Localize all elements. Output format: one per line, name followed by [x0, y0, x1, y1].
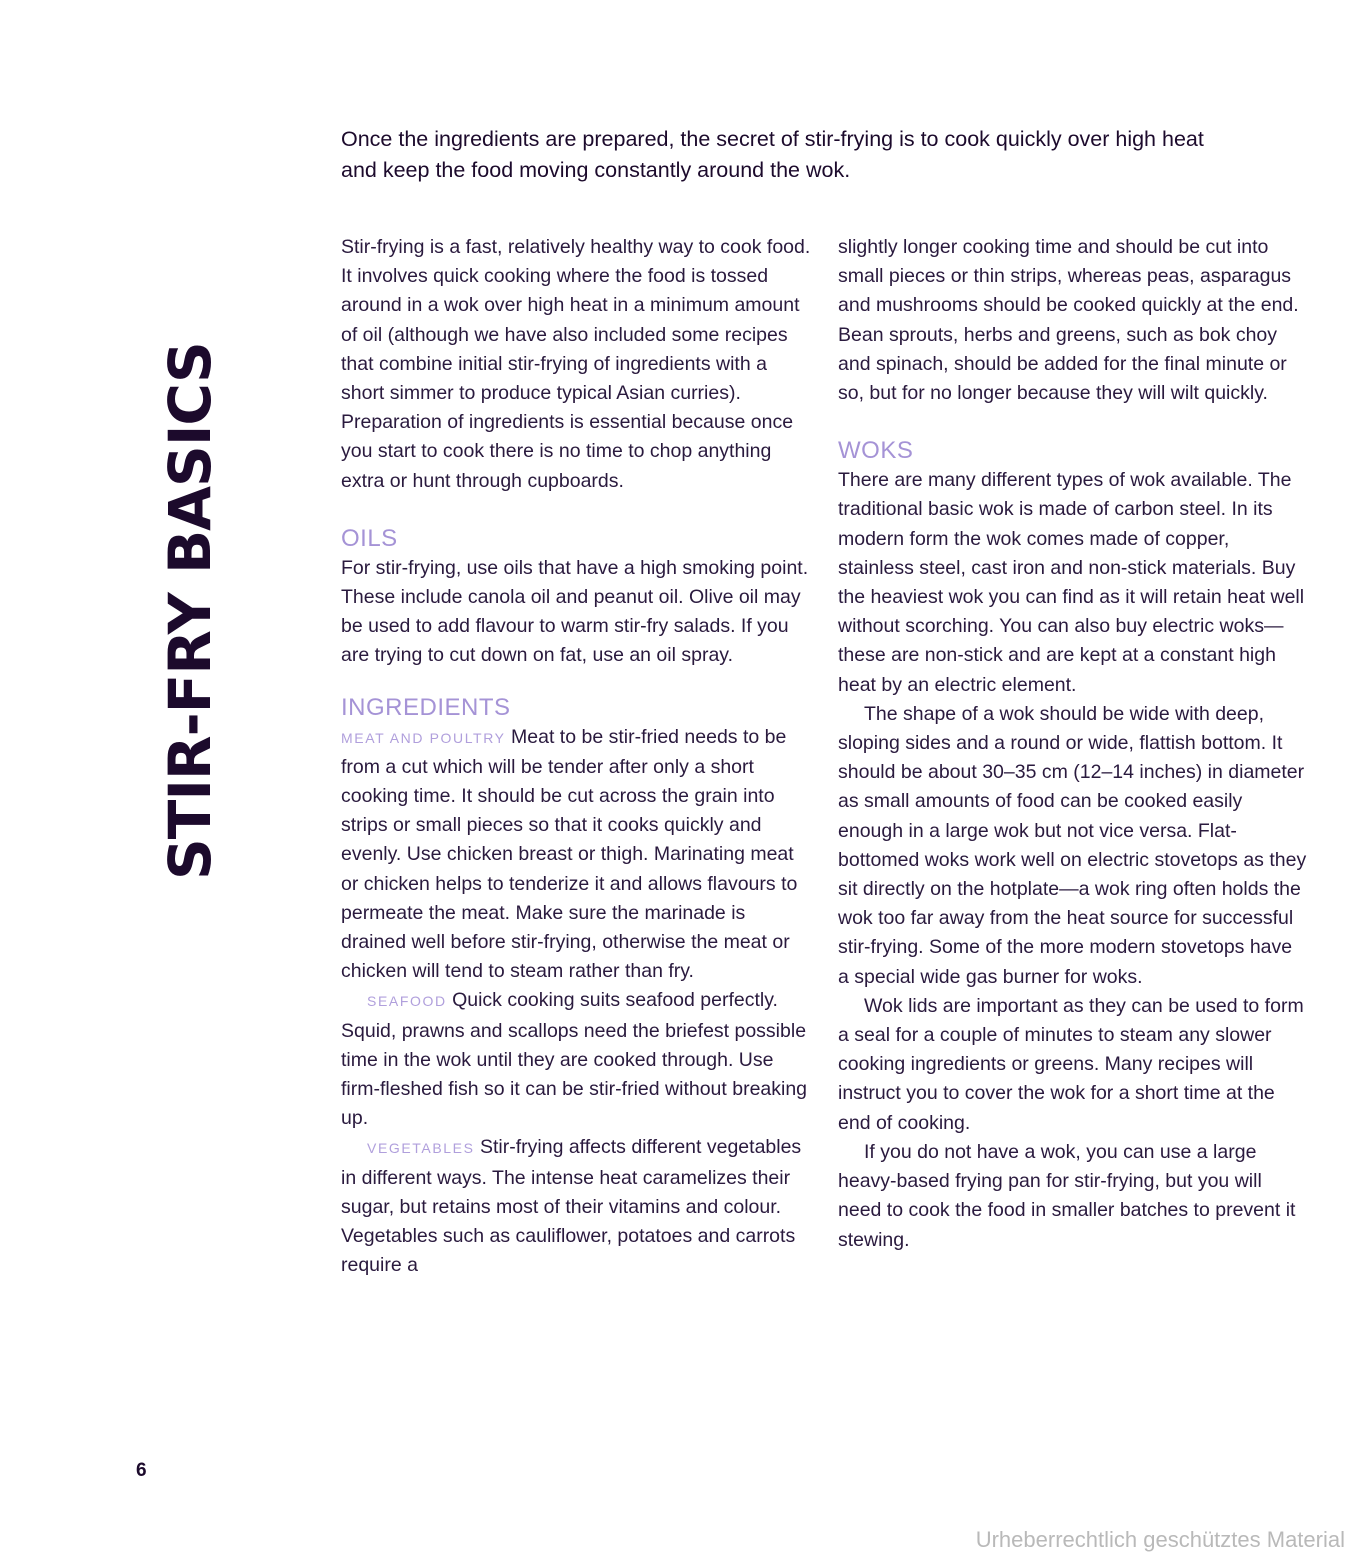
woks-heading: WOKS [838, 437, 914, 465]
woks-paragraph-2: The shape of a wok should be wide with deep, sloping sides and a round or wide, flattish bottom. It should be about 30–35 cm (12–14 inches) in diameter as small amounts of food can be cooked easily enough in a large wok but not vice versa. Flat-bottomed woks work well on electric stovetops as they sit directly on the hotplate—a wok ring often holds the wok too far away from the heat source for successful stir-frying. Some of the more modern stovetops have a special wide gas burner for woks. [838, 702, 1307, 988]
side-title: STIR-FRY BASICS [156, 342, 224, 880]
oils-paragraph: For stir-frying, use oils that have a high smoking point. These include canola oil and peanut oil. Olive oil may be used to add flavour to warm stir-fry salads. If you are trying to cut down on fat, use an oil spray. [341, 556, 809, 667]
meat-paragraph [341, 723, 811, 987]
seafood-label: SEAFOOD [367, 993, 447, 1010]
copyright-watermark: Urheberrechtlich geschütztes Material [975, 1527, 1345, 1552]
right-column [838, 233, 1308, 1255]
woks-paragraph-4: If you do not have a wok, you can use a large heavy-based frying pan for stir-frying, but you will need to cook the food in smaller batches to prevent it stewing. [838, 1140, 1296, 1251]
vegetables-continued-paragraph: slightly longer cooking time and should be cut into small pieces or thin strips, whereas peas, asparagus and mushrooms should be cooked quickly at the end. Bean sprouts, herbs and greens, such as bok choy and spinach, should be added for the final minute or so, but for no longer because they will wilt quickly. [838, 236, 1299, 405]
vegetables-text: Stir-frying affects different vegetables in different ways. The intense heat caramelizes their sugar, but retains most of their vitamins and colour. Vegetables such as cauliflower, potatoes and carrots require a [341, 1136, 802, 1277]
vegetables-paragraph [341, 1133, 811, 1280]
woks-paragraph-3: Wok lids are important as they can be used to form a seal for a couple of minutes to steam any slower cooking ingredients or greens. Many recipes will instruct you to cover the wok for a short time at the end of cooking. [838, 994, 1304, 1134]
ingredients-heading: INGREDIENTS [341, 693, 511, 721]
oils-heading: OILS [341, 524, 398, 552]
seafood-paragraph [341, 986, 811, 1133]
woks-paragraph-1: There are many different types of wok available. The traditional basic wok is made of carbon steel. In its modern form the wok comes made of copper, stainless steel, cast iron and non-stick materials. Buy the heaviest wok you can find as it will retain heat well without scorching. You can also buy electric woks—these are non-stick and are kept at a constant high heat by an electric element. [838, 469, 1305, 696]
meat-text: Meat to be stir-fried needs to be from a cut which will be tender after only a short cooking time. It should be cut across the grain into strips or small pieces so that it cooks quickly and evenly. Use chicken breast or thigh. Marinating meat or chicken helps to tenderize it and allows flavours to permeate the meat. Make sure the marinade is drained well before stir-frying, otherwise the meat or chicken will tend to steam rather than fry. [341, 725, 798, 983]
left-column [341, 233, 811, 1281]
intro-body-paragraph: Stir-frying is a fast, relatively healthy way to cook food. It involves quick cooking where the food is tossed around in a wok over high heat in a minimum amount of oil (although we have also included some recipes that combine initial stir-frying of ingredients with a short simmer to produce typical Asian curries). Preparation of ingredients is essential because once you start to cook there is no time to chop anything extra or hunt through cupboards. [341, 236, 811, 492]
seafood-text: Quick cooking suits seafood perfectly. Squid, prawns and scallops need the briefest possible time in the wok until they are cooked through. Use firm-fleshed fish so it can be stir-fried without breaking up. [341, 989, 808, 1130]
vegetables-label: VEGETABLES [367, 1140, 475, 1157]
intro-paragraph: Once the ingredients are prepared, the secret of stir-frying is to cook quickly over high heat and keep the food moving constantly around the wok. [341, 127, 1204, 182]
page-number: 6 [136, 1460, 147, 1481]
meat-label: MEAT AND POULTRY [341, 729, 506, 746]
